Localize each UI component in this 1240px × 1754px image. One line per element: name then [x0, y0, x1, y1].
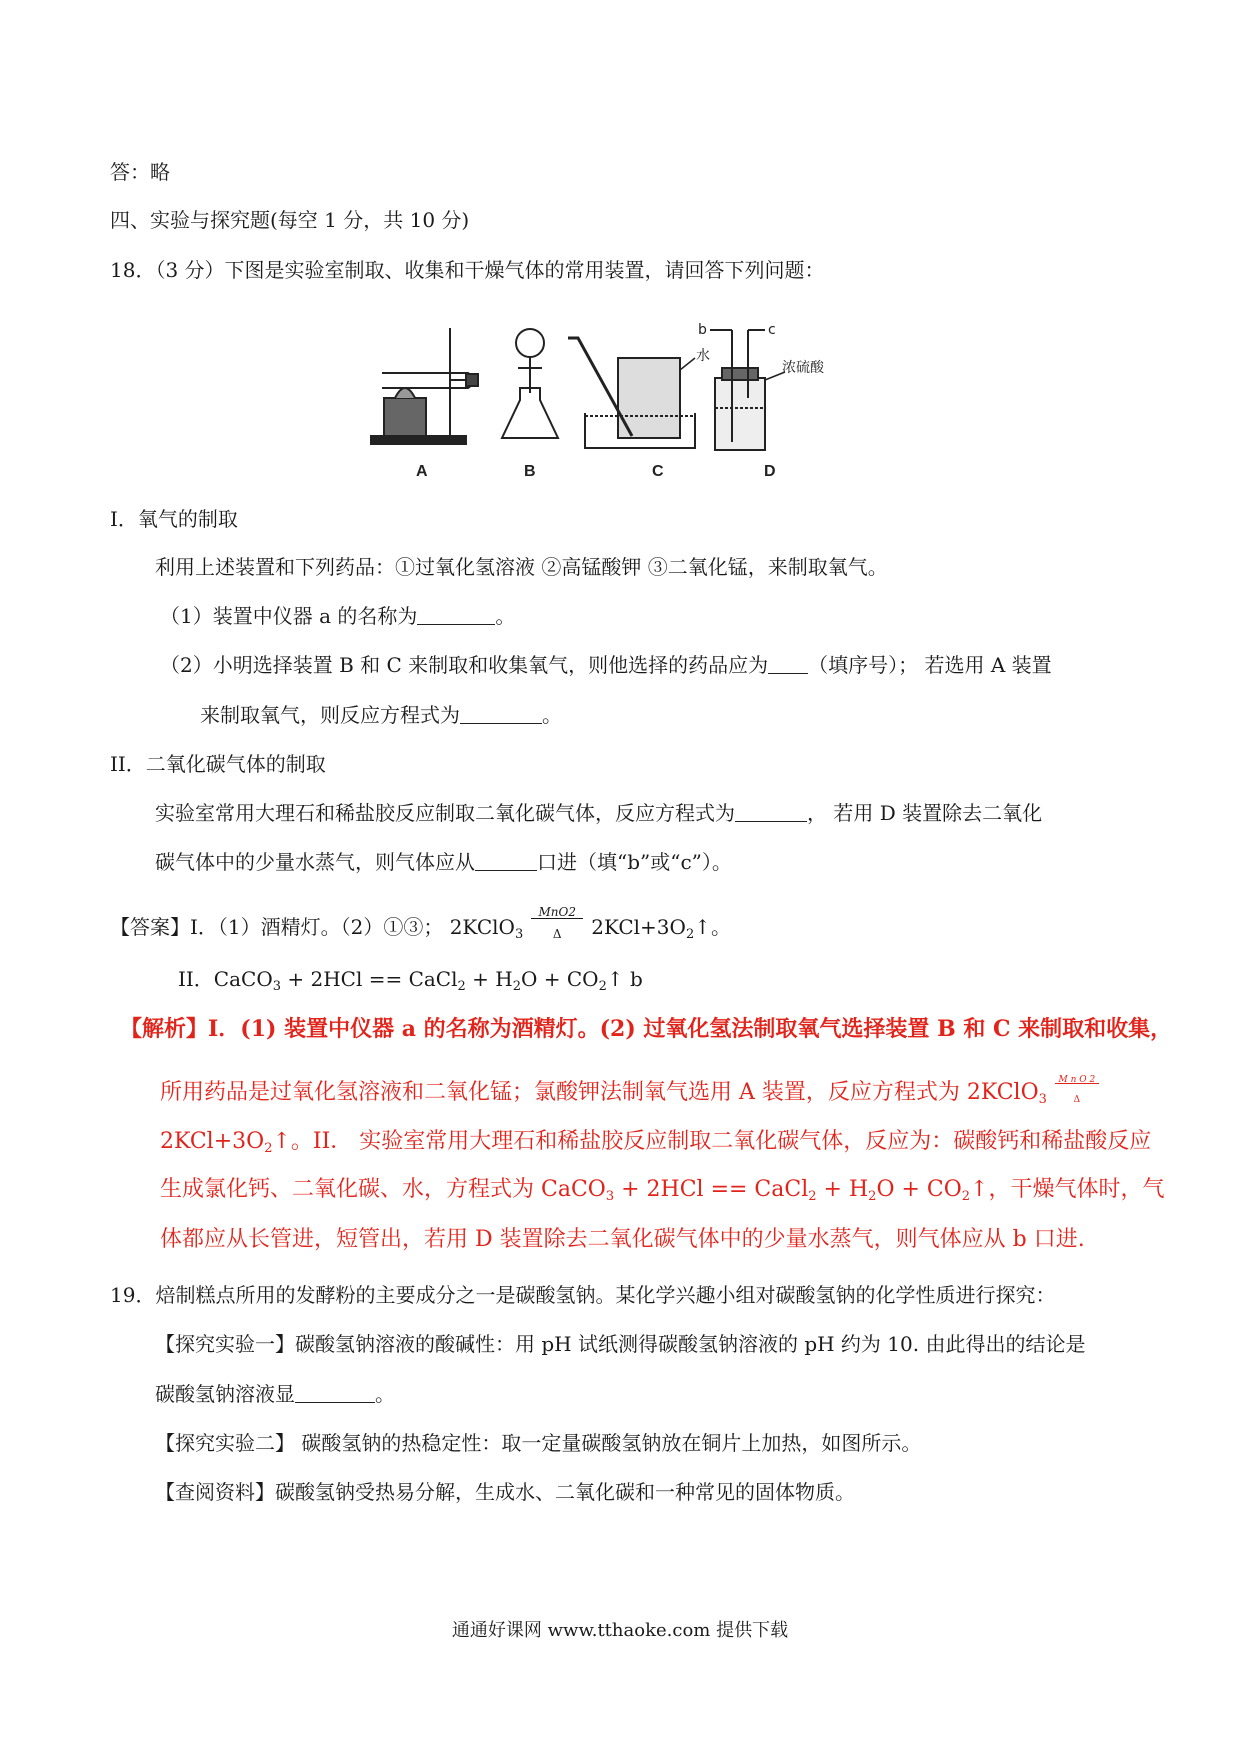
- co2-question-cont-end: 口进（填“b”或“c”）。: [537, 850, 732, 874]
- analysis-line-2: [160, 1077, 1107, 1108]
- co2-question: [155, 799, 1042, 827]
- answer-blank[interactable]: [460, 703, 542, 724]
- experiment-2: 【探究实验二】 碳酸氢钠的热稳定性：取一定量碳酸氢钠放在铜片上加热，如图所示。: [155, 1431, 922, 1455]
- answer-line-1: [110, 905, 731, 942]
- answer-text: 【答案】I．（1）酒精灯。（2）①③； 2KClO: [110, 915, 515, 939]
- analysis-line-1: 【解析】I．(1) 装置中仪器 a 的名称为酒精灯。(2) 过氧化氢法制取氧气选择装置 B 和 C 来制取和收集，: [120, 1016, 1173, 1042]
- section-heading: 四、实验与探究题(每空 1 分，共 10 分): [110, 208, 470, 232]
- co2-question-text-b: ， 若用 D 装置除去二氧化: [807, 801, 1043, 825]
- answer-end: ↑。: [694, 915, 731, 939]
- answer-line-2: [178, 965, 643, 993]
- catalyst-label: MnO2: [538, 905, 576, 919]
- co2-question-cont-text: 碳气体中的少量水蒸气，则气体应从: [155, 850, 475, 874]
- analysis-text: O + CO: [876, 1177, 962, 1202]
- footer: 通通好课网 www.tthaoke.com 提供下载: [451, 1620, 789, 1641]
- subscript: 3: [272, 979, 282, 994]
- q18-part2-cont-end: 。: [542, 703, 562, 727]
- q18-part2-text-b: （填序号）； 若选用 A 装置: [808, 653, 1052, 677]
- question-19: 19．焙制糕点所用的发酵粉的主要成分之一是碳酸氢钠。某化学兴趣小组对碳酸氢钠的化学性质进行探究：: [110, 1283, 1056, 1307]
- q18-part1-text: （1）装置中仪器 a 的名称为: [160, 604, 418, 628]
- experiment-1-cont: [155, 1380, 395, 1408]
- q18-part1-end: 。: [495, 604, 516, 628]
- analysis-text: + 2HCl == CaCl: [614, 1177, 809, 1202]
- label-a: A: [416, 463, 428, 478]
- experiment-1: 【探究实验一】碳酸氢钠溶液的酸碱性：用 pH 试纸测得碳酸氢钠溶液的 pH 约为 10. 由此得出的结论是: [155, 1332, 1086, 1356]
- subscript: 3: [605, 1189, 615, 1204]
- eq-part: + 2HCl == CaCl: [281, 967, 458, 991]
- analysis-text: 生成氯化钙、二氧化碳、水，方程式为 CaCO: [160, 1177, 606, 1202]
- analysis-text: 所用药品是过氧化氢溶液和二氧化锰；氯酸钾法制氧气选用 A 装置，反应方程式为 2KClO: [160, 1080, 1039, 1105]
- reaction-condition: [529, 905, 585, 941]
- subscript: 3: [514, 927, 524, 942]
- subscript: 2: [264, 1141, 273, 1156]
- subscript: 3: [1038, 1092, 1047, 1107]
- analysis-line-4: [160, 1175, 1164, 1205]
- q18-part2-cont-text: 来制取氧气，则反应方程式为: [200, 703, 460, 727]
- acid-label: 浓硫酸: [782, 360, 824, 376]
- subscript: 2: [457, 979, 466, 994]
- answer-blank[interactable]: [295, 1382, 375, 1403]
- q18-part1: [160, 602, 515, 630]
- question-18: 18．（3 分）下图是实验室制取、收集和干燥气体的常用装置，请回答下列问题：: [110, 258, 825, 282]
- experiment-1-cont-end: 。: [375, 1382, 395, 1406]
- label-d: D: [764, 463, 776, 478]
- answer-omitted: 答：略: [110, 160, 170, 184]
- eq-part: ↑ b: [606, 967, 643, 991]
- answer-blank[interactable]: [475, 850, 537, 871]
- analysis-text: ↑。II． 实验室常用大理石和稀盐胶反应制取二氧化碳气体，反应为：碳酸钙和稀盐酸反应: [272, 1129, 1152, 1154]
- oxygen-heading: I．氧气的制取: [110, 507, 238, 531]
- answer-blank[interactable]: [768, 653, 808, 674]
- catalyst-label: M n O 2: [1058, 1075, 1096, 1085]
- oxygen-intro: 利用上述装置和下列药品：①过氧化氢溶液 ②高锰酸钾 ③二氧化锰，来制取氧气。: [155, 555, 888, 579]
- answer-blank[interactable]: [735, 801, 807, 822]
- label-c: C: [652, 463, 664, 478]
- subscript: 2: [598, 979, 607, 994]
- reference-info: 【查阅资料】碳酸氢钠受热易分解，生成水、二氧化碳和一种常见的固体物质。: [155, 1480, 855, 1504]
- subscript: 2: [808, 1189, 817, 1204]
- q18-part2-text: （2）小明选择装置 B 和 C 来制取和收集氧气，则他选择的药品应为: [160, 653, 769, 677]
- answer-blank[interactable]: [417, 604, 495, 625]
- heat-label: Δ: [1073, 1095, 1081, 1105]
- eq-part: II．CaCO: [178, 967, 273, 991]
- reaction-condition: [1053, 1075, 1101, 1105]
- co2-heading: II．二氧化碳气体的制取: [110, 752, 326, 776]
- answer-product: 2KCl+3O: [591, 915, 686, 939]
- analysis-text: + H: [816, 1177, 869, 1202]
- analysis-line-3: [160, 1127, 1151, 1157]
- co2-question-cont: [155, 848, 732, 876]
- heat-label: Δ: [552, 927, 562, 941]
- subscript: 2: [868, 1189, 877, 1204]
- subscript: 2: [685, 927, 695, 942]
- lab-apparatus-figure: [370, 318, 900, 478]
- water-label: 水: [696, 348, 710, 364]
- port-b-label: b: [698, 322, 707, 338]
- co2-question-text: 实验室常用大理石和稀盐胶反应制取二氧化碳气体，反应方程式为: [155, 801, 735, 825]
- reaction-arrow: [531, 918, 583, 919]
- analysis-text: ↑，干燥气体时，气: [970, 1177, 1165, 1202]
- eq-part: + H: [465, 967, 513, 991]
- q18-part2-cont: [200, 701, 562, 729]
- reaction-arrow: [1055, 1083, 1099, 1084]
- subscript: 2: [512, 979, 521, 994]
- port-c-label: c: [768, 322, 776, 338]
- label-b: B: [524, 463, 536, 478]
- analysis-line-5: 体都应从长管进，短管出，若用 D 装置除去二氧化碳气体中的少量水蒸气，则气体应从 b 口进.: [160, 1227, 1085, 1252]
- experiment-1-cont-text: 碳酸氢钠溶液显: [155, 1382, 295, 1406]
- q18-part2: [160, 651, 1052, 679]
- eq-part: O + CO: [521, 967, 599, 991]
- subscript: 2: [961, 1189, 971, 1204]
- analysis-text: 2KCl+3O: [160, 1129, 265, 1154]
